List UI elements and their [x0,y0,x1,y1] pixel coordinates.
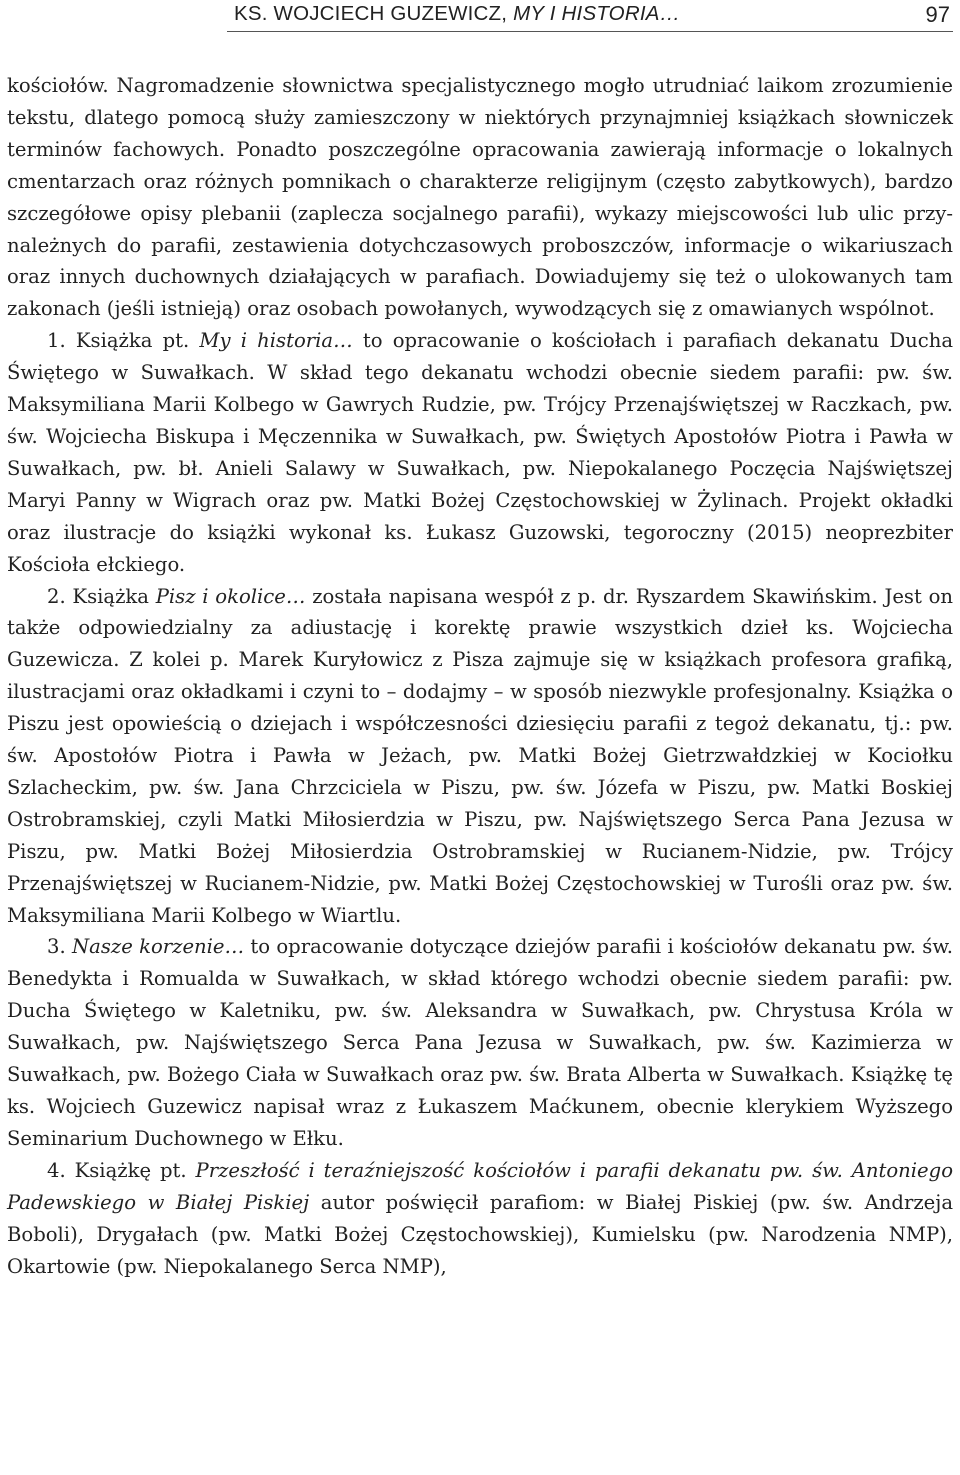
item-3-book-title: Nasze korzenie… [72,935,245,959]
paragraph-item-2 [7,581,953,932]
paragraph-item-4 [7,1155,953,1283]
item-4-book-title: Przeszłość i teraźniejszość kościołów i parafii dekanatu pw. św. Antoniego Padewskiego w Białej Piskiej [7,1158,953,1214]
header-rule [227,31,953,32]
item-1-text: to opracowanie o kościołach i parafiach dekanatu Ducha Świętego w Suwałkach. W skład tego dekanatu wchodzi obecnie siedem parafii: pw. św. Maksymiliana Marii Kolbego w Gawrych Rudzie, pw. Trójcy Przenajświętszej w Raczkach, pw. św. Wojciecha Biskupa i Męczennika w Suwałkach, pw. Świętych Apostołów Piotra i Pawła w Suwałkach, pw. bł. Anieli Salawy w Suwałkach, pw. Niepokalanego Poczęcia Najświętszej Maryi Panny w Wigrach oraz pw. Matki Bożej Częstochowskiej w Żylinach. Projekt okładki oraz ilustracje do książki wykonał ks. Łukasz Guzowski, tegoroczny (2015) neoprezbiter Kościoła ełckiego. [7,329,954,576]
item-2-book-title: Pisz i okolice… [155,584,306,608]
paragraph-item-1 [7,325,953,580]
item-4-lead: 4. Książkę pt. [47,1158,196,1182]
item-3-text: to opracowanie dotyczące dziejów parafii i kościołów dekanatu pw. św. Benedykta i Romualda w Suwałkach, w skład którego wchodzi obecnie siedem parafii: pw. Ducha Świętego w Kaletniku, pw. św. Aleksandra w Suwałkach, pw. Chrystusa Króla w Suwałkach, pw. Najświętszego Serca Pana Jezusa w Suwałkach, pw. św. Kazimierza w Suwałkach, pw. Bożego Ciała w Suwałkach oraz pw. św. Brata Alberta w Suwałkach. Książkę tę ks. Wojciech Guzewicz napisał wraz z Łukaszem Maćkunem, obecnie klerykiem Wyższego Seminarium Duchownego w Ełku. [7,935,953,1150]
item-1-book-title: My i historia… [199,329,353,353]
item-2-lead: 2. Książka [47,584,156,608]
page-number: 97 [925,2,950,27]
item-2-text: została napisana wespół z p. dr. Ryszardem Skawińskim. Jest on także odpowiedzialny za adiustację i korektę prawie wszystkich dzieł ks. Wojciecha Guzewicza. Z kolei p. Marek Kuryłowicz z Pisza zajmuje się w książkach profesora grafiką, ilustracjami oraz okładkami i czyni to – dodajmy – w sposób niezwykle profesjonalny. Książka o Piszu jest opowieścią o dziejach i współczesności dziesięciu parafii z tegoż dekanatu, tj.: pw. św. Apostołów Piotra i Pawła w Jeżach, pw. Matki Bożej Gietrzwałdzkiej w Kociołku Szlacheckim, pw. św. Jana Chrzciciela w Piszu, pw. św. Józefa w Piszu, pw. Matki Boskiej Ostrobramskiej, czyli Matki Miłosierdzia w Piszu, pw. Najświętszego Serca Pana Jezusa w Piszu, pw. Matki Bożej Miłosierdzia Ostrobramskiej w Rucianem-Nidzie, pw. Trójcy Przenajświętszej w Rucianem-Nidzie, pw. Matki Bożej Częstochowskiej w Turośli oraz pw. św. Maksymiliana Marii Kolbego w Wiartlu. [7,584,954,927]
item-1-lead: 1. Książka pt. [47,329,200,353]
running-head-title [234,2,680,26]
item-4-text: autor poświęcił parafiom: w Białej Piskiej (pw. św. Andrzeja Boboli), Drygałach (pw. Matki Bożej Częstochowskiej), Kumielsku (pw. Narodzenia NMP), Okartowie (pw. Niepokalanego Serca NMP), [7,1190,954,1278]
running-header [7,0,953,34]
paragraph-item-3 [7,931,953,1154]
running-head-author: KS. WOJCIECH GUZEWICZ, [234,2,514,25]
body-text [7,70,953,1282]
paragraph-continuation: kościołów. Nagromadzenie słownictwa specjalistycznego mogło utrudniać laikom zrozumienie tekstu, dlatego pomocą służy zamieszczony w niektórych przynajmniej książkach słowniczek terminów fachowych. Ponadto poszczególne opracowania zawierają informacje o lokalnych cmentarzach oraz różnych pomnikach o charakterze religijnym (często zabytkowych), bardzo szczegółowe opisy plebanii (zaplecza socjalnego parafii), wykazy miejscowości lub ulic przynależnych do parafii, zestawienia dotychczasowych proboszczów, informacje o wikariuszach oraz innych duchownych działających w parafiach. Dowiadujemy się też o ulokowanych tam zakonach (jeśli istnieją) oraz osobach powołanych, wywodzących się z omawianych wspólnot. [7,74,953,321]
item-3-lead: 3. [47,935,72,959]
running-head-book-title: MY I HISTORIA… [513,2,681,25]
document-page [7,0,954,1278]
